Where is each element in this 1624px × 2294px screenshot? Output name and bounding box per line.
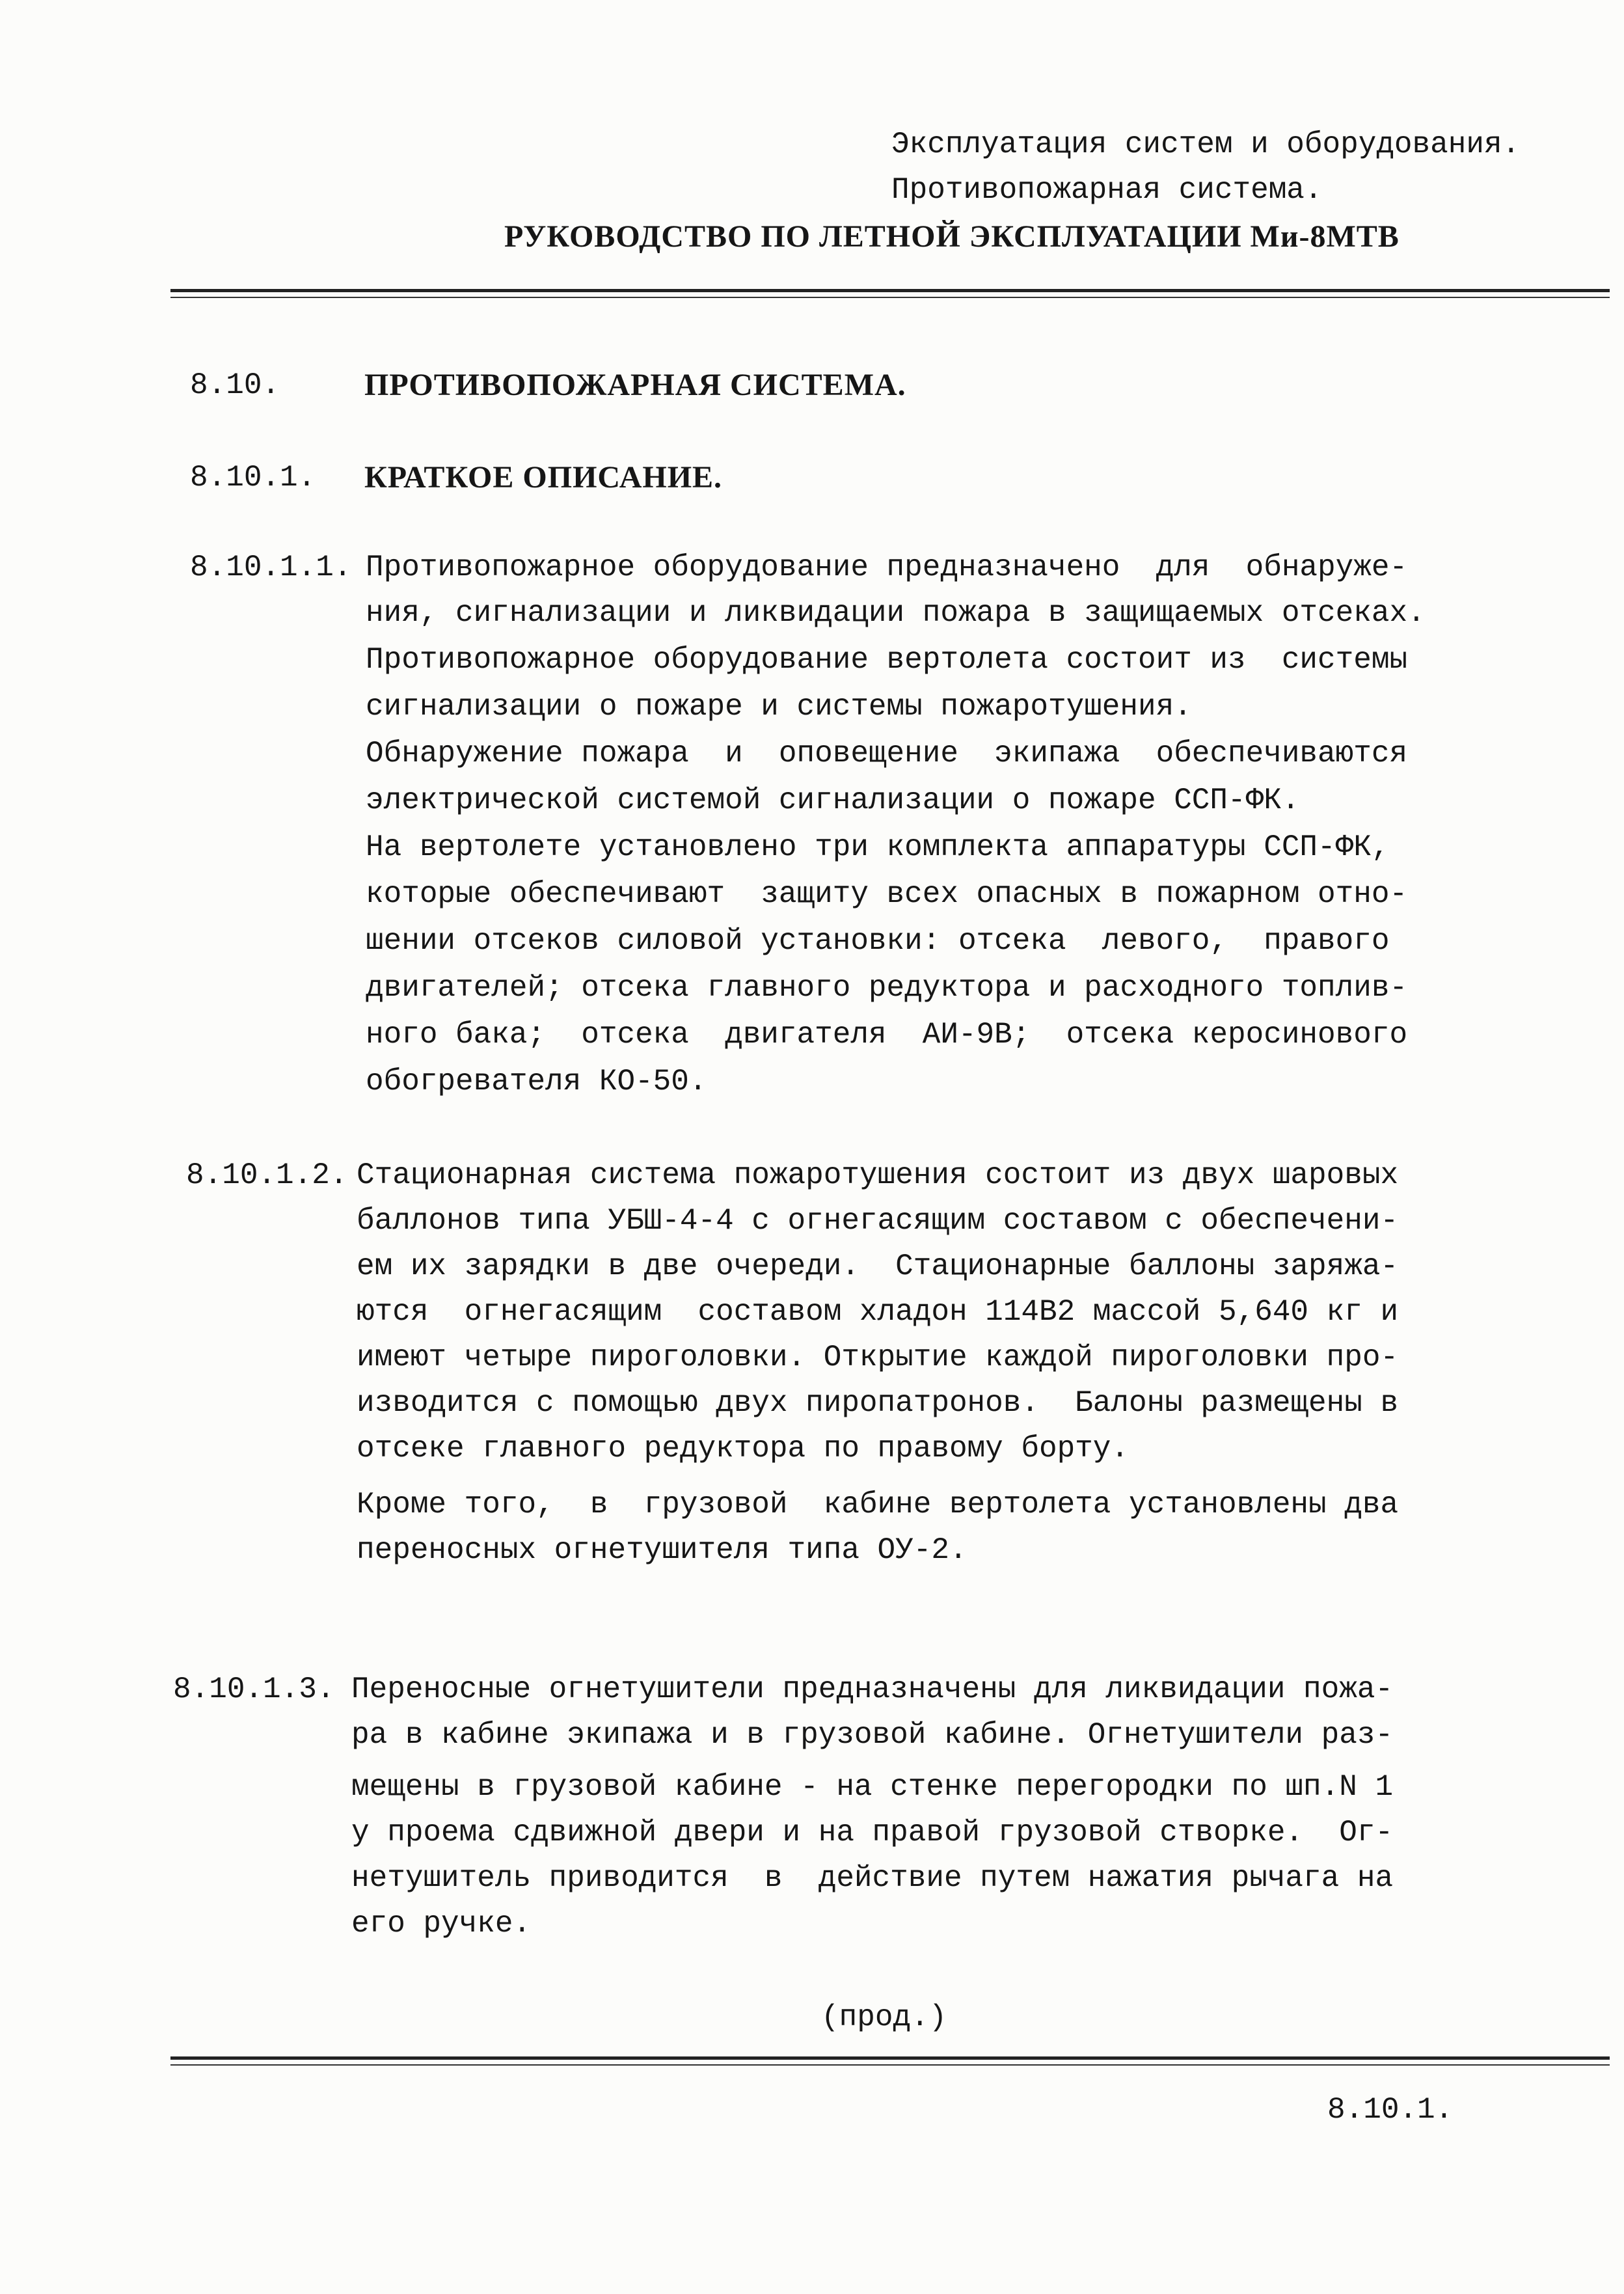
section-number: 8.10. bbox=[190, 368, 280, 402]
text-line: На вертолете установлено три комплекта аппаратуры ССП-ФК, bbox=[366, 830, 1390, 864]
paragraph-number: 8.10.1.3. bbox=[173, 1673, 335, 1706]
text-line: ем их зарядки в две очереди. Стационарные баллоны заряжа- bbox=[357, 1249, 1399, 1283]
text-line: его ручке. bbox=[351, 1907, 532, 1941]
text-line: электрической системой сигнализации о пожаре ССП-ФК. bbox=[366, 784, 1300, 817]
text-line: переносных огнетушителя типа ОУ-2. bbox=[357, 1533, 968, 1567]
text-line: ра в кабине экипажа и в грузовой кабине. Огнетушители раз- bbox=[351, 1718, 1394, 1752]
text-line: ния, сигнализации и ликвидации пожара в защищаемых отсеках. bbox=[366, 596, 1426, 630]
header-line-2: Противопожарная система. bbox=[891, 173, 1323, 207]
text-line: Стационарная система пожаротушения состоит из двух шаровых bbox=[357, 1158, 1399, 1192]
text-line: двигателей; отсека главного редуктора и расходного топлив- bbox=[366, 971, 1408, 1005]
header-line-1: Эксплуатация систем и оборудования. bbox=[891, 128, 1521, 161]
text-line: отсеке главного редуктора по правому борту. bbox=[357, 1432, 1129, 1466]
text-line: Противопожарное оборудование вертолета состоит из системы bbox=[366, 643, 1408, 677]
subsection-title: КРАТКОЕ ОПИСАНИЕ. bbox=[364, 460, 723, 495]
text-line: имеют четыре пироголовки. Открытие каждой пироголовки про- bbox=[357, 1341, 1399, 1374]
section-title: ПРОТИВОПОЖАРНАЯ СИСТЕМА. bbox=[364, 368, 906, 402]
footer-rule-thin bbox=[170, 2064, 1610, 2066]
text-line: нетушитель приводится в действие путем нажатия рычага на bbox=[351, 1861, 1394, 1895]
text-line: изводится с помощью двух пиропатронов. Балоны размещены в bbox=[357, 1386, 1399, 1420]
text-line: шении отсеков силовой установки: отсека левого, правого bbox=[366, 924, 1390, 958]
subsection-number: 8.10.1. bbox=[190, 461, 316, 495]
page-number: 8.10.1. bbox=[1327, 2093, 1454, 2127]
header-rule-thick bbox=[170, 289, 1610, 292]
text-line: Кроме того, в грузовой кабине вертолета установлены два bbox=[357, 1488, 1399, 1522]
text-line: которые обеспечивают защиту всех опасных в пожарном отно- bbox=[366, 877, 1408, 911]
text-line: сигнализации о пожаре и системы пожаротушения. bbox=[366, 690, 1192, 724]
text-line: обогревателя КО-50. bbox=[366, 1065, 707, 1099]
manual-title: РУКОВОДСТВО ПО ЛЕТНОЙ ЭКСПЛУАТАЦИИ Ми-8МТВ bbox=[504, 219, 1400, 254]
text-line: ного бака; отсека двигателя АИ-9В; отсека керосинового bbox=[366, 1018, 1408, 1052]
text-line: у проема сдвижной двери и на правой грузовой створке. Ог- bbox=[351, 1816, 1394, 1850]
text-line: Противопожарное оборудование предназначено для обнаруже- bbox=[366, 551, 1408, 584]
text-line: Переносные огнетушители предназначены для ликвидации пожа- bbox=[351, 1673, 1394, 1706]
text-line: Обнаружение пожара и оповещение экипажа обеспечиваются bbox=[366, 737, 1408, 771]
paragraph-number: 8.10.1.1. bbox=[190, 551, 352, 584]
paragraph-number: 8.10.1.2. bbox=[186, 1158, 348, 1192]
footer-rule-thick bbox=[170, 2056, 1610, 2060]
text-line: ются огнегасящим составом хладон 114В2 массой 5,640 кг и bbox=[357, 1295, 1399, 1329]
header-rule-thin bbox=[170, 297, 1610, 298]
text-line: мещены в грузовой кабине - на стенке перегородки по шп.N 1 bbox=[351, 1770, 1394, 1804]
text-line: баллонов типа УБШ-4-4 с огнегасящим составом с обеспечени- bbox=[357, 1204, 1399, 1238]
continued-mark: (прод.) bbox=[821, 2000, 947, 2034]
